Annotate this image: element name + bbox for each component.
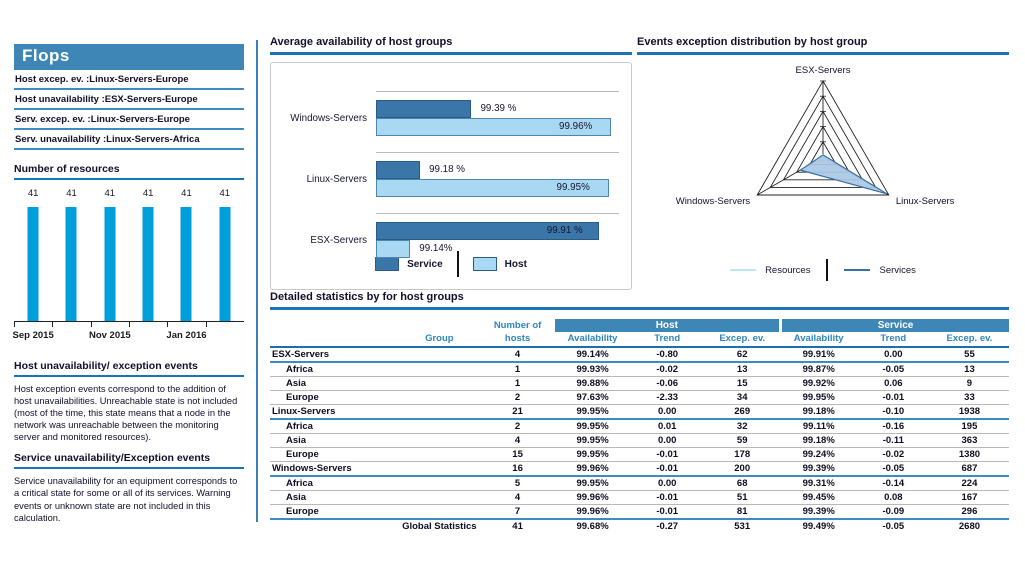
flops-item-value: Linux-Servers-Europe (90, 114, 190, 125)
host-availability-cell: 99.96% (555, 462, 631, 477)
statistics-table-section (270, 291, 1009, 533)
service-availability-cell: 99.87% (781, 362, 857, 377)
service-trend-cell: -0.01 (857, 391, 930, 405)
host-excep-ev-cell: 269 (704, 405, 781, 420)
service-availability-cell: 99.31% (781, 476, 857, 491)
host-excep-ev-cell: 68 (704, 476, 781, 491)
bar-value-label: 99.96% (559, 121, 593, 132)
group-name-cell: Asia (270, 491, 481, 505)
table-row (270, 491, 1009, 505)
service-excep-ev-cell: 296 (930, 505, 1009, 520)
bar-value-label: 41 (181, 188, 192, 199)
host-excep-ev-cell: 531 (734, 521, 751, 532)
service-unavailability-heading: Service unavailability/Exception events (14, 452, 244, 469)
hosts-cell: 4 (481, 347, 555, 362)
host-excep-ev-cell: 81 (704, 505, 781, 520)
service-trend-cell: -0.10 (857, 405, 930, 420)
header-host-availability: Availability (555, 332, 631, 347)
group-name-cell: Africa (270, 362, 481, 377)
availability-chart-title: Average availability of host groups (270, 36, 632, 55)
resources-bar-chart (14, 188, 244, 350)
host-excep-ev-cell: 15 (704, 377, 781, 391)
service-availability-cell: 99.11% (781, 419, 857, 434)
host-availability-cell: 99.14% (555, 347, 631, 362)
service-excep-ev-cell: 1380 (930, 448, 1009, 462)
table-row (270, 448, 1009, 462)
host-trend-cell: -0.01 (631, 491, 704, 505)
sidebar (14, 44, 244, 524)
host-excep-ev-cell: 51 (704, 491, 781, 505)
host-availability-cell: 99.95% (555, 405, 631, 420)
service-bar (376, 100, 471, 118)
service-trend-cell: -0.09 (857, 505, 930, 520)
hosts-cell: 16 (481, 462, 555, 477)
table-row (270, 419, 1009, 434)
table-row (270, 377, 1009, 391)
bar (104, 207, 115, 321)
availability-chart-section (270, 36, 632, 290)
statistics-table (270, 319, 1009, 533)
hosts-cell: 2 (481, 419, 555, 434)
availability-group (271, 213, 631, 271)
service-bar-row (376, 161, 611, 179)
service-availability-cell: 99.91% (781, 347, 857, 362)
header-service-trend: Trend (857, 332, 930, 347)
group-separator-line (376, 91, 619, 92)
group-name-cell: Windows-Servers (270, 462, 481, 477)
bar (181, 207, 192, 321)
bar-value-label: 99.39 % (480, 103, 517, 114)
header-service-section: Service (781, 319, 1009, 332)
group-separator-line (376, 213, 619, 214)
legend-label: Resources (765, 264, 811, 276)
host-availability-cell: 99.95% (555, 476, 631, 491)
flops-item-value: Linux-Servers-Africa (106, 134, 200, 145)
service-availability-cell: 99.95% (781, 391, 857, 405)
legend-item-resources (730, 265, 810, 276)
host-unavailability-heading: Host unavailability/ exception events (14, 360, 244, 377)
host-excep-ev-cell: 59 (704, 434, 781, 448)
radar-axis-label: Windows-Servers (675, 196, 751, 207)
axis-tick (52, 322, 53, 327)
host-availability-cell: 99.96% (555, 505, 631, 520)
service-excep-ev-cell: 687 (930, 462, 1009, 477)
host-trend-cell: -0.80 (631, 347, 704, 362)
hosts-cell: 1 (481, 362, 555, 377)
service-availability-cell: 99.39% (781, 505, 857, 520)
legend-label: Service (407, 258, 443, 270)
host-excep-ev-cell: 178 (704, 448, 781, 462)
resource-bar-cell (129, 188, 167, 321)
service-trend-cell: -0.05 (857, 462, 930, 477)
hosts-cell: 1 (481, 377, 555, 391)
legend-divider (826, 259, 828, 281)
host-bar-row (376, 118, 611, 136)
service-trend-cell: -0.05 (857, 362, 930, 377)
table-row (270, 519, 1009, 533)
group-name-cell: Europe (270, 448, 481, 462)
availability-chart (270, 62, 632, 290)
header-service-excep-ev: Excep. ev. (930, 332, 1009, 347)
category-label: ESX-Servers (310, 235, 367, 246)
table-row (270, 462, 1009, 477)
bar-value-label: 99.95% (556, 182, 590, 193)
availability-group (271, 152, 631, 210)
hosts-cell: 5 (481, 476, 555, 491)
bar (66, 207, 77, 321)
radar-chart-section (637, 36, 1009, 281)
header-host-trend: Trend (631, 332, 704, 347)
bar-value-label: 99.14% (419, 243, 453, 254)
bar (143, 207, 154, 321)
legend-item-services (844, 265, 915, 276)
service-excep-ev-cell: 2680 (958, 521, 981, 532)
group-bars (376, 100, 611, 136)
service-excep-ev-cell: 33 (930, 391, 1009, 405)
resource-bar-cell (14, 188, 52, 321)
flops-item-value: Linux-Servers-Europe (89, 74, 189, 85)
host-trend-cell: -0.01 (631, 448, 704, 462)
group-bars (376, 161, 611, 197)
radar-axis-label: ESX-Servers (795, 65, 851, 76)
bar-value-label: 41 (27, 188, 39, 199)
flops-item-value: ESX-Servers-Europe (104, 94, 198, 105)
hosts-cell: 4 (481, 434, 555, 448)
service-trend-cell: 0.06 (857, 377, 930, 391)
flops-item-label: Host unavailability : (15, 94, 105, 105)
radar-chart (637, 57, 1009, 233)
host-excep-ev-cell: 32 (704, 419, 781, 434)
hosts-cell: 2 (481, 391, 555, 405)
category-label: Windows-Servers (290, 113, 367, 124)
axis-tick (14, 322, 15, 327)
hosts-cell: 4 (481, 491, 555, 505)
host-availability-cell: 99.95% (555, 434, 631, 448)
table-row (270, 405, 1009, 420)
service-availability-cell: 99.18% (781, 405, 857, 420)
service-trend-cell: -0.11 (857, 434, 930, 448)
group-separator-line (376, 152, 619, 153)
table-header-row-columns (270, 332, 1009, 347)
statistics-table-title: Detailed statistics by for host groups (270, 291, 1009, 310)
axis-tick (91, 322, 92, 327)
resource-bar-cell (167, 188, 205, 321)
x-axis-label: Jan 2016 (166, 330, 207, 341)
resources-bars (14, 188, 244, 321)
service-excep-ev-cell: 9 (930, 377, 1009, 391)
header-hosts: hosts (481, 332, 555, 347)
host-excep-ev-cell: 200 (704, 462, 781, 477)
resources-chart-title: Number of resources (14, 163, 244, 180)
flops-item-host-unavailability (14, 90, 244, 110)
service-trend-cell: 0.00 (857, 347, 930, 362)
group-name-cell: Africa (270, 476, 481, 491)
service-excep-ev-cell: 1938 (930, 405, 1009, 420)
service-bar (376, 161, 420, 179)
host-trend-cell: -0.01 (631, 462, 704, 477)
service-trend-cell: -0.14 (857, 476, 930, 491)
radar-legend (637, 259, 1009, 281)
group-name-cell: Linux-Servers (270, 405, 481, 420)
flops-item-service-unavailability (14, 130, 244, 150)
host-unavailability-text: Host exception events correspond to the addition of host unavailabilities. Unreachable state is not included (most of the time, this state means that a node in the network was unreachable between the monitoring server and monitored resources). (14, 384, 238, 443)
table-row (270, 476, 1009, 491)
bar (219, 207, 230, 321)
table-row (270, 391, 1009, 405)
bar-value-label: 99.91 % (546, 225, 583, 236)
hosts-cell: 7 (481, 505, 555, 520)
service-excep-ev-cell: 224 (930, 476, 1009, 491)
service-trend-cell: 0.08 (857, 491, 930, 505)
service-availability-cell: 99.92% (781, 377, 857, 391)
bar (28, 207, 39, 321)
hosts-cell: 41 (512, 521, 523, 532)
service-bar-row (376, 222, 611, 240)
legend-label: Host (504, 258, 527, 270)
service-trend-cell: -0.05 (882, 521, 905, 532)
service-bar-row (376, 100, 611, 118)
bar-value-label: 99.18 % (429, 164, 466, 175)
host-excep-ev-cell: 13 (704, 362, 781, 377)
bar-value-label: 41 (219, 188, 231, 199)
service-excep-ev-cell: 55 (930, 347, 1009, 362)
availability-group (271, 91, 631, 149)
service-excep-ev-cell: 195 (930, 419, 1009, 434)
axis-tick (129, 322, 130, 327)
table-row (270, 362, 1009, 377)
x-axis (14, 321, 244, 343)
flops-item-host-exception (14, 70, 244, 90)
host-availability-cell: 99.88% (555, 377, 631, 391)
host-availability-cell: 99.93% (555, 362, 631, 377)
service-unavailability-text: Service unavailability for an equipment corresponds to a critical state for some or all of its services. Warning events or unknown state are not included in this calculation. (14, 476, 238, 523)
host-availability-cell: 99.96% (555, 491, 631, 505)
header-service-availability: Availability (781, 332, 857, 347)
group-name-cell: Asia (270, 377, 481, 391)
hosts-cell: 15 (481, 448, 555, 462)
table-row (270, 505, 1009, 520)
flops-item-label: Serv. excep. ev. : (15, 114, 91, 125)
host-trend-cell: -0.06 (631, 377, 704, 391)
radar-axis-label: Linux-Servers (895, 196, 955, 207)
host-trend-cell: -0.01 (631, 505, 704, 520)
radar-svg (637, 57, 1009, 233)
table-row (270, 347, 1009, 362)
services-polygon (800, 155, 886, 194)
table-row (270, 434, 1009, 448)
table-header-row-groups (270, 319, 1009, 332)
resource-bar-cell (91, 188, 129, 321)
header-host-section: Host (555, 319, 781, 332)
service-excep-ev-cell: 13 (930, 362, 1009, 377)
host-availability-cell: 97.63% (555, 391, 631, 405)
x-axis-label: Sep 2015 (12, 330, 54, 341)
flops-item-label: Serv. unavailability : (15, 134, 107, 145)
group-name-cell: ESX-Servers (270, 347, 481, 362)
group-name-cell: Africa (270, 419, 481, 434)
hosts-cell: 21 (481, 405, 555, 420)
service-availability-cell: 99.24% (781, 448, 857, 462)
flops-title: Flops (14, 44, 244, 70)
radar-chart-title: Events exception distribution by host group (637, 36, 1009, 55)
vertical-divider (256, 40, 258, 522)
host-availability-cell: 99.95% (555, 419, 631, 434)
service-availability-cell: 99.39% (781, 462, 857, 477)
host-bar-row (376, 179, 611, 197)
services-line-swatch (844, 269, 870, 271)
service-trend-cell: -0.16 (857, 419, 930, 434)
resource-bar-cell (52, 188, 90, 321)
host-trend-cell: 0.01 (631, 419, 704, 434)
service-excep-ev-cell: 363 (930, 434, 1009, 448)
resource-bar-cell (206, 188, 244, 321)
header-host-excep-ev: Excep. ev. (704, 332, 781, 347)
resources-line-swatch (730, 269, 756, 271)
host-trend-cell: 0.00 (631, 434, 704, 448)
bar-value-label: 41 (142, 188, 154, 199)
group-name-cell: Global Statistics (402, 521, 477, 532)
group-name-cell: Asia (270, 434, 481, 448)
legend-label: Services (879, 264, 916, 276)
service-excep-ev-cell: 167 (930, 491, 1009, 505)
service-availability-cell: 99.49% (802, 521, 835, 532)
service-trend-cell: -0.02 (857, 448, 930, 462)
bar-value-label: 41 (104, 188, 116, 199)
header-group: Group (270, 332, 481, 347)
x-axis-label: Nov 2015 (88, 330, 131, 341)
category-label: Linux-Servers (306, 174, 367, 185)
host-excep-ev-cell: 62 (704, 347, 781, 362)
axis-tick (167, 322, 168, 327)
host-trend-cell: -0.02 (631, 362, 704, 377)
service-availability-cell: 99.18% (781, 434, 857, 448)
host-excep-ev-cell: 34 (704, 391, 781, 405)
host-trend-cell: 0.00 (631, 476, 704, 491)
host-availability-cell: 99.68% (576, 521, 609, 532)
group-bars (376, 222, 611, 258)
axis-tick (206, 322, 207, 327)
host-bar (376, 240, 410, 258)
host-bar-row (376, 240, 611, 258)
host-trend-cell: -2.33 (631, 391, 704, 405)
host-availability-cell: 99.95% (555, 448, 631, 462)
group-name-cell: Europe (270, 505, 481, 520)
group-name-cell: Europe (270, 391, 481, 405)
flops-item-label: Host excep. ev. : (15, 74, 90, 85)
bar-value-label: 41 (66, 188, 77, 199)
host-trend-cell: 0.00 (631, 405, 704, 420)
host-trend-cell: -0.27 (656, 521, 679, 532)
flops-item-service-exception (14, 110, 244, 130)
service-availability-cell: 99.45% (781, 491, 857, 505)
header-spacer (270, 319, 481, 332)
header-number-of: Number of (493, 320, 542, 331)
